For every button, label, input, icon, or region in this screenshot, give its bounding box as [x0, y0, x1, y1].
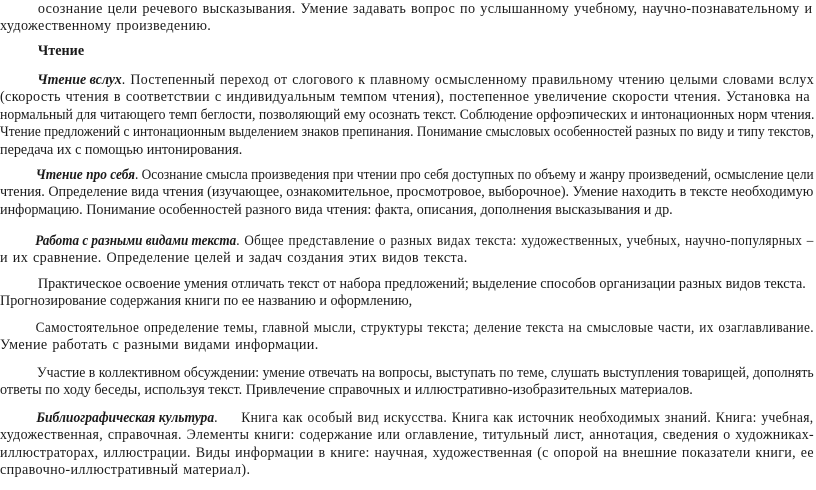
section-title: Чтение: [37, 43, 85, 59]
bibliographic-text-1: . Книга как особый вид искусства. Книга как источник необходимых знаний. Книга: учебная,: [214, 410, 814, 426]
section-title-paragraph: [0, 43, 816, 60]
reading-aloud-text-1: . Постепенный переход от слогового к плавному осмысленному правильному чтению целыми словами вслух: [121, 72, 815, 88]
bibliographic-line-2: художественная, справочная. Элементы книги: содержание или оглавление, титульный лист, аннотация, сведения о художниках-: [0, 427, 815, 444]
discussion-paragraph: [0, 365, 816, 400]
reading-aloud-heading: Чтение вслух: [37, 72, 122, 88]
independent-paragraph: [0, 320, 816, 355]
discussion-line-1: Участие в коллективном обсуждении: умение отвечать на вопросы, выступать по теме, слушать выступления товарищей, дополнять: [36, 365, 814, 381]
text-types-text-1: . Общее представление о разных видах текста: художественных, учебных, научно-популярных –: [236, 233, 814, 249]
reading-aloud-line-1: [0, 72, 815, 89]
text-types-line-1: [0, 233, 814, 250]
reading-aloud-line-5: передача их с помощью интонирования.: [0, 141, 243, 158]
silent-reading-line-1: [0, 167, 814, 184]
silent-reading-heading: Чтение про себя: [35, 167, 135, 183]
reading-aloud-line-4: Чтение предложений с интонационным выделением знаков препинания. Понимание смысловых особенностей разных по виду и типу текстов,: [0, 124, 814, 141]
silent-reading-paragraph: [0, 167, 816, 219]
bibliographic-line-4: справочно-иллюстративный материал).: [0, 462, 251, 479]
independent-line-1: Самостоятельное определение темы, главной мысли, структуры текста; деление текста на смысловые части, их озаглавливание.: [35, 320, 814, 336]
silent-reading-text-1: . Осознание смысла произведения при чтении про себя доступных по объему и жанру произведений, осмысление цели: [134, 167, 814, 183]
bibliographic-line-3: иллюстраторах, иллюстрации. Виды информации в книге: научная, художественная (с опорой на внешние показатели книги, ее: [0, 444, 814, 461]
practice-line-2: Прогнозирование содержания книги по ее названию и оформлению,: [0, 293, 413, 310]
silent-reading-line-3: информацию. Понимание особенностей разного вида чтения: факта, описания, дополнения высказывания и др.: [0, 201, 673, 218]
reading-aloud-paragraph: [0, 72, 816, 159]
intro-paragraph: [0, 1, 816, 36]
bibliographic-heading: Библиографическая культура: [36, 410, 215, 426]
practice-line-1: Практическое освоение умения отличать текст от набора предложений; выделение способов организации разных видов текста.: [37, 276, 806, 292]
intro-line-2: художественному произведению.: [0, 18, 212, 35]
practice-paragraph: [0, 276, 816, 311]
reading-aloud-line-3: нормальный для читающего темп беглости, позволяющий ему осознать текст. Соблюдение орфоэпических и интонационных норм чтения.: [0, 106, 815, 123]
text-types-paragraph: [0, 233, 816, 268]
independent-line-2: Умение работать с разными видами информации.: [0, 337, 319, 354]
text-types-heading: Работа с разными видами текста: [35, 233, 237, 249]
intro-line-1: осознание цели речевого высказывания. Умение задавать вопрос по услышанному учебному, научно-познавательному и: [37, 1, 813, 17]
bibliographic-line-1: [0, 410, 814, 427]
reading-aloud-line-2: (скорость чтения в соответствии с индивидуальным темпом чтения), постепенное увеличение скорости чтения. Установка на: [0, 89, 811, 106]
bibliographic-paragraph: [0, 410, 816, 480]
silent-reading-line-2: чтения. Определение вида чтения (изучающее, ознакомительное, просмотровое, выборочное). Умение находить в тексте необходимую: [0, 184, 814, 201]
text-types-line-2: и их сравнение. Определение целей и задач создания этих видов текста.: [0, 250, 468, 267]
discussion-line-2: ответы по ходу беседы, используя текст. Привлечение справочных и иллюстративно-изобразительных материалов.: [0, 382, 693, 399]
